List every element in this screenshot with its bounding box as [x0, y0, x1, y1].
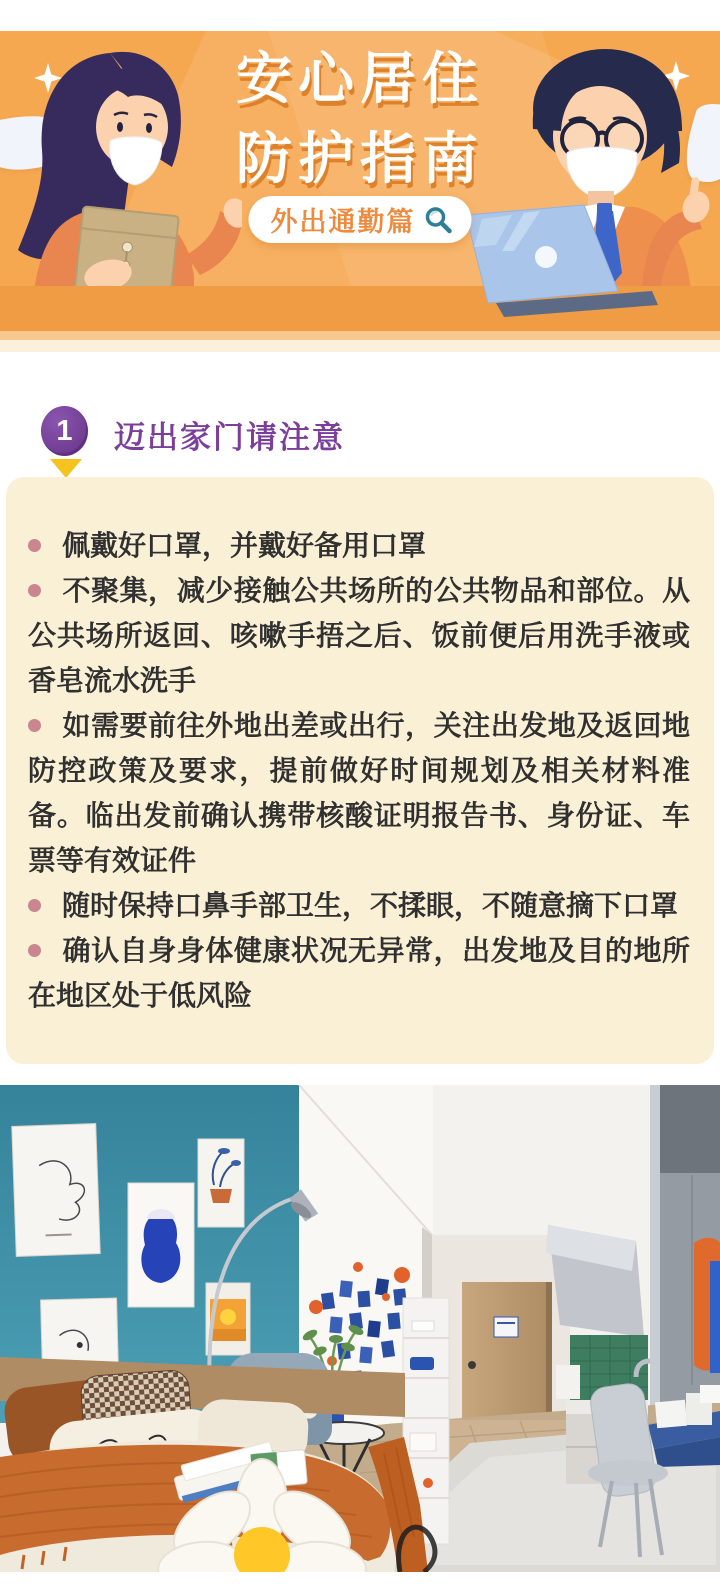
bullet-icon: [28, 584, 41, 597]
topic-badge: [249, 196, 472, 243]
tip-item: [28, 523, 690, 568]
tip-item: [28, 703, 690, 883]
apartment-scene: [0, 1085, 720, 1572]
tip-item: [28, 568, 690, 703]
tip-text: 如需要前往外地出差或出行，关注出发地及返回地防控政策及要求，提前做好时间规划及相关材料准备。临出发前确认携带核酸证明报告书、身份证、车票等有效证件: [28, 710, 690, 876]
desk-cream-strip: [0, 340, 720, 352]
banner-title: [0, 39, 720, 199]
header-banner: [0, 31, 720, 352]
bullet-icon: [28, 899, 41, 912]
section-heading: 迈出家门请注意: [114, 420, 345, 455]
banner-title-line2: 防护指南: [236, 127, 484, 190]
topic-badge-label: 外出通勤篇: [270, 207, 416, 237]
apartment-photo: [0, 1085, 720, 1572]
tip-text: 佩戴好口罩，并戴好备用口罩: [62, 530, 427, 561]
triangle-pointer-icon: [50, 459, 82, 478]
bullet-icon: [28, 944, 41, 957]
blue-garment: [710, 1261, 720, 1373]
tip-text: 确认自身身体健康状况无异常，出发地及目的地所在地区处于低风险: [28, 935, 690, 1011]
bullet-icon: [28, 539, 41, 552]
magnifier-icon: [424, 205, 454, 235]
tip-item: [28, 883, 690, 928]
tip-text: 不聚集，减少接触公共场所的公共物品和部位。从公共场所返回、咳嗽手捂之后、饭前便后用洗手液或香皂流水洗手: [28, 575, 690, 696]
laptop-logo: [535, 246, 557, 268]
bullet-icon: [28, 719, 41, 732]
tip-text: 随时保持口鼻手部卫生，不揉眼，不随意摘下口罩: [62, 890, 679, 921]
desk-edge-highlight: [0, 331, 720, 340]
section-number: 1: [56, 414, 73, 447]
section-number-badge: [41, 406, 88, 456]
tips-box: [6, 477, 714, 1064]
laptop-illustration: [452, 203, 672, 321]
banner-title-line1: 安心居住: [236, 47, 484, 110]
tip-item: [28, 928, 690, 1018]
